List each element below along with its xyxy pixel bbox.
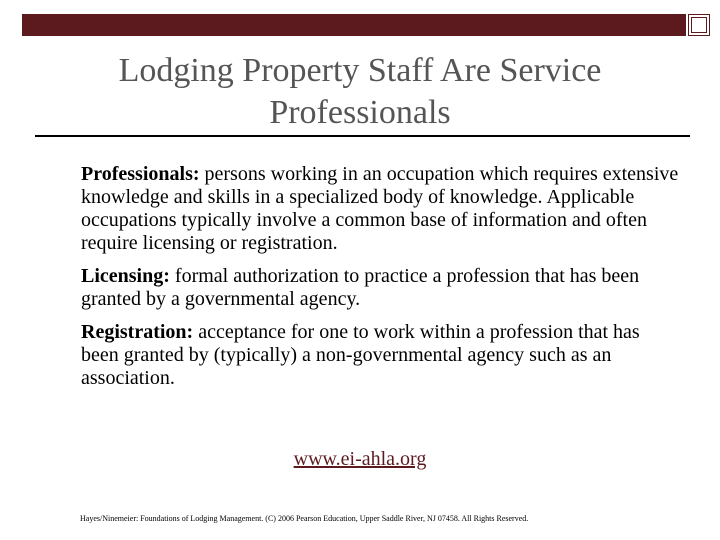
definition-term: Professionals: [81,163,200,185]
slide-title: Lodging Property Staff Are Service Professionals [118,52,602,131]
definition-term: Registration: [81,321,194,343]
title-divider [35,135,690,137]
definition-professionals [81,163,681,255]
website-link[interactable]: www.ei-ahla.org [293,448,427,470]
header-bar [22,14,686,36]
copyright-footer: Hayes/Ninemeier: Foundations of Lodging Management. (C) 2006 Pearson Education, Upper Saddle River, NJ 07458. All Rights Reserved. [80,514,529,523]
corner-square-inner [691,17,707,33]
corner-square-icon [688,14,710,36]
definition-text: formal authorization to practice a profession that has been granted by a governmental agency. [81,265,640,310]
definition-registration [81,321,681,390]
definition-text: acceptance for one to work within a profession that has been granted by (typically) a non-governmental agency such as an association. [81,321,640,389]
definition-term: Licensing: [81,265,170,287]
link-row [0,448,720,471]
definitions-list [81,163,681,400]
definition-licensing [81,265,681,311]
definition-text: persons working in an occupation which requires extensive knowledge and skills in a specialized body of knowledge. Applicable occupations typically involve a common base of information and often require licensing or registration. [81,163,679,254]
